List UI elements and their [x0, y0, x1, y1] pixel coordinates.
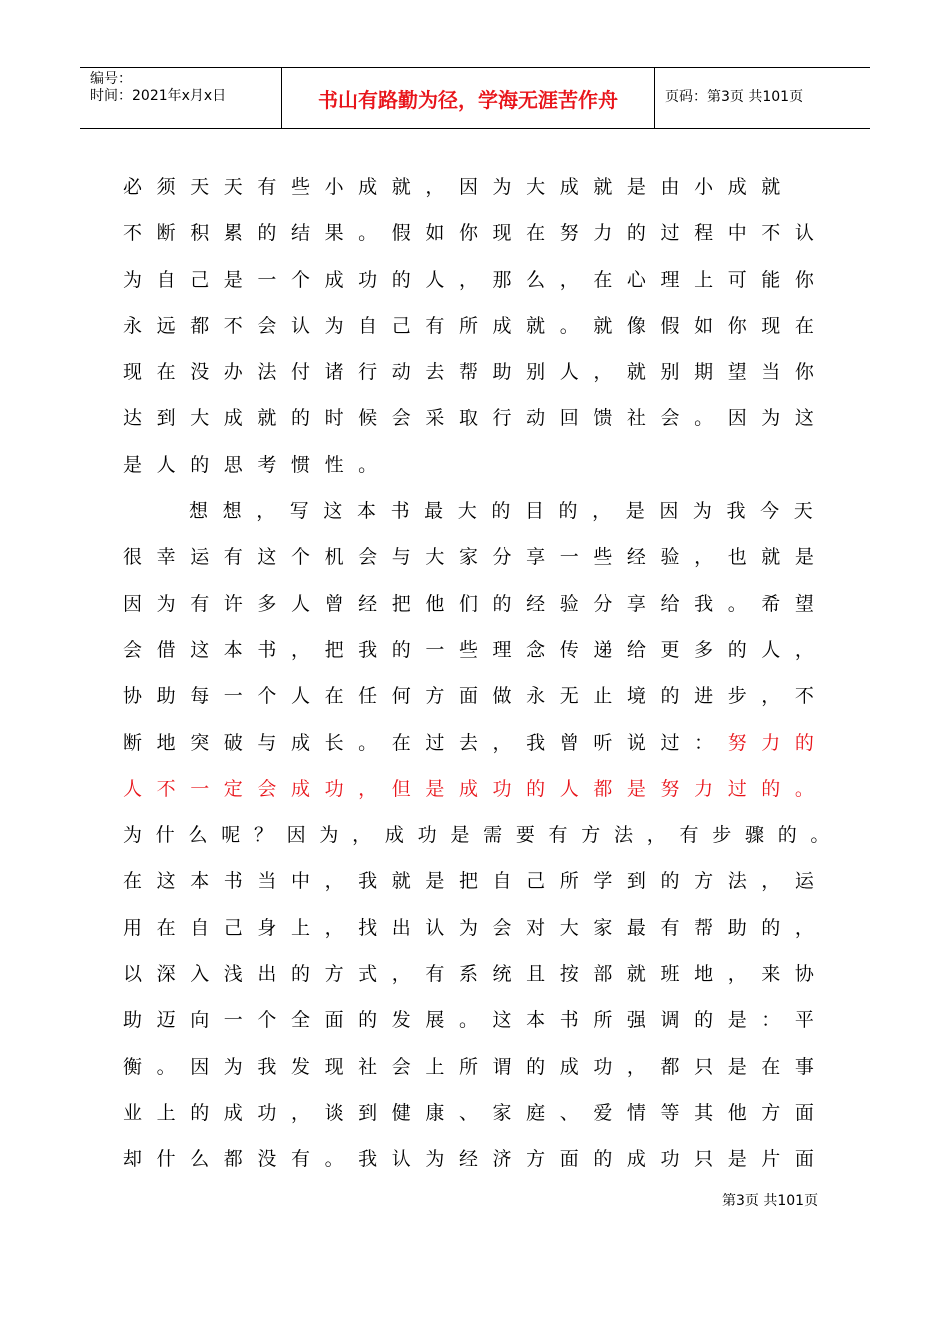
body-line: 衡 。 因 为 我 发 现 社 会 上 所 谓 的 成 功 ， 都 只 是 在 事: [123, 1055, 814, 1078]
body-line: 为 什 么 呢 ？ 因 为 ， 成 功 是 需 要 有 方 法 ， 有 步 骤 的 。: [123, 824, 830, 847]
body-line: 现 在 没 办 法 付 诸 行 动 去 帮 助 别 人 ， 就 别 期 望 当 你: [123, 361, 814, 384]
body-line: 用 在 自 己 身 上 ， 找 出 认 为 会 对 大 家 最 有 帮 助 的 ，: [123, 916, 814, 939]
body-line: 业 上 的 成 功 ， 谈 到 健 康 、 家 庭 、 爱 情 等 其 他 方 面: [123, 1101, 814, 1124]
body-line: 以 深 入 浅 出 的 方 式 ， 有 系 统 且 按 部 就 班 地 ， 来 协: [123, 963, 814, 986]
serial-label: 编号：: [90, 71, 132, 87]
body-line: 却 什 么 都 没 有 。 我 认 为 经 济 方 面 的 成 功 只 是 片 面: [123, 1148, 814, 1171]
body-line: 会 借 这 本 书 ， 把 我 的 一 些 理 念 传 递 给 更 多 的 人 ，: [123, 638, 814, 661]
body-line: 助 迈 向 一 个 全 面 的 发 展 。 这 本 书 所 强 调 的 是 ： 平: [123, 1009, 814, 1032]
page-footer: 第3页 共101页: [722, 1193, 819, 1209]
body-line: 因 为 有 许 多 人 曾 经 把 他 们 的 经 验 分 享 给 我 。 希 望: [123, 592, 814, 615]
header-page-info: 页码：第3页 共101页: [665, 89, 804, 105]
body-line: 是 人 的 思 考 惯 性 。: [123, 453, 378, 476]
body-line: 人 不 一 定 会 成 功 ， 但 是 成 功 的 人 都 是 努 力 过 的 。: [123, 777, 814, 800]
header-meta: [90, 71, 226, 105]
body-line: 达 到 大 成 就 的 时 候 会 采 取 行 动 回 馈 社 会 。 因 为 这: [123, 407, 814, 430]
page-header: [80, 67, 870, 129]
body-line: 不 断 积 累 的 结 果 。 假 如 你 现 在 努 力 的 过 程 中 不 认: [123, 222, 814, 245]
body-line: 想 想 ， 写 这 本 书 最 大 的 目 的 ， 是 因 为 我 今 天: [189, 500, 813, 523]
header-motto: 书山有路勤为径，学海无涯苦作舟: [318, 87, 618, 112]
body-line: 断 地 突 破 与 成 长 。 在 过 去 ， 我 曾 听 说 过 ： 努 力 的: [123, 731, 814, 754]
body-line: 在 这 本 书 当 中 ， 我 就 是 把 自 己 所 学 到 的 方 法 ， 运: [123, 870, 814, 893]
body-line: 永 远 都 不 会 认 为 自 己 有 所 成 就 。 就 像 假 如 你 现 在: [123, 314, 814, 337]
body-line: 必 须 天 天 有 些 小 成 就 ， 因 为 大 成 就 是 由 小 成 就: [123, 176, 781, 198]
time-label: 时间：2021年x月x日: [90, 88, 227, 104]
header-divider-right: [654, 67, 655, 129]
body-line: 为 自 己 是 一 个 成 功 的 人 ， 那 么 ， 在 心 理 上 可 能 你: [123, 268, 814, 291]
body-line: 很 幸 运 有 这 个 机 会 与 大 家 分 享 一 些 经 验 ， 也 就 是: [123, 546, 814, 569]
body-line: 协 助 每 一 个 人 在 任 何 方 面 做 永 无 止 境 的 进 步 ， 不: [123, 685, 814, 708]
document-body: [123, 164, 843, 1183]
